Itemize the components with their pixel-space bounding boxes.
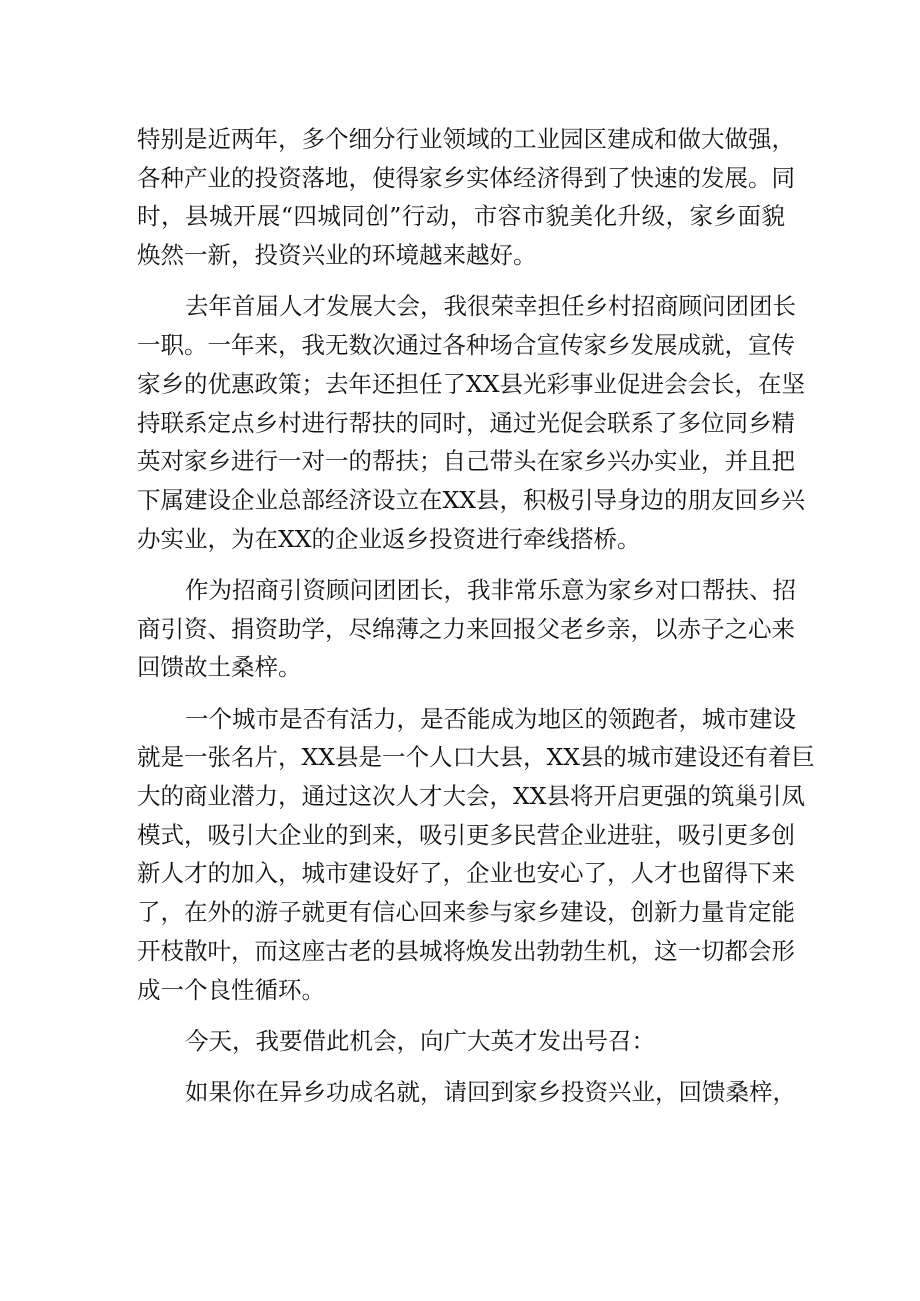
- text-line: 一个城市是否有活力，是否能成为地区的领跑者，城市建设: [185, 704, 796, 733]
- text-line: 焕然一新，投资兴业的环境越来越好。: [137, 241, 537, 270]
- text-line: 英对家乡进行一对一的帮扶；自己带头在家乡兴办实业，并且把: [137, 447, 795, 476]
- text-line: 商引资、捐资助学，尽绵薄之力来回报父老乡亲，以赤子之心来: [137, 614, 795, 643]
- text-line: 了，在外的游子就更有信心回来参与家乡建设，创新力量肯定能: [137, 898, 795, 927]
- text-line: 下属建设企业总部经济设立在XX县，积极引导身边的朋友回乡兴: [137, 485, 805, 514]
- paragraph-6: [137, 1073, 796, 1112]
- paragraph-1: [137, 120, 795, 275]
- text-line: 各种产业的投资落地，使得家乡实体经济得到了快速的发展。同: [137, 163, 795, 192]
- text-line: 作为招商引资顾问团团长，我非常乐意为家乡对口帮扶、招: [185, 575, 796, 604]
- paragraph-5: [137, 1022, 785, 1061]
- text-line: 今天，我要借此机会，向广大英才发出号召：: [185, 1026, 655, 1055]
- text-line: 持联系定点乡村进行帮扶的同时，通过光促会联系了多位同乡精: [137, 408, 795, 437]
- text-line: 新人才的加入，城市建设好了，企业也安心了，人才也留得下来: [137, 859, 795, 888]
- text-line: 去年首届人才发展大会，我很荣幸担任乡村招商顾问团团长: [185, 292, 796, 321]
- paragraph-3: [137, 571, 796, 687]
- paragraph-2: [137, 287, 805, 558]
- text-line: 如果你在异乡功成名就，请回到家乡投资兴业，回馈桑梓，: [185, 1078, 796, 1107]
- text-line: 成一个良性循环。: [137, 975, 325, 1004]
- paragraph-4: [137, 700, 815, 1010]
- text-line: 办实业，为在XX的企业返乡投资进行牵线搭桥。: [137, 524, 641, 553]
- text-line: 时，县城开展“四城同创”行动，市容市貌美化升级，家乡面貌: [137, 202, 785, 231]
- text-line: 大的商业潜力，通过这次人才大会，XX县将开启更强的筑巢引凤: [137, 782, 805, 811]
- text-line: 特别是近两年，多个细分行业领域的工业园区建成和做大做强，: [137, 125, 795, 153]
- text-line: 家乡的优惠政策；去年还担任了XX县光彩事业促进会会长，在坚: [137, 369, 805, 398]
- text-line: 开枝散叶，而这座古老的县城将焕发出勃勃生机，这一切都会形: [137, 936, 795, 965]
- text-line: 就是一张名片，XX县是一个人口大县，XX县的城市建设还有着巨: [137, 743, 815, 772]
- text-line: 模式，吸引大企业的到来，吸引更多民营企业进驻，吸引更多创: [137, 820, 795, 849]
- text-line: 回馈故土桑梓。: [137, 653, 302, 682]
- text-line: 一职。一年来，我无数次通过各种场合宣传家乡发展成就，宣传: [137, 331, 795, 360]
- body-text: [137, 120, 815, 1112]
